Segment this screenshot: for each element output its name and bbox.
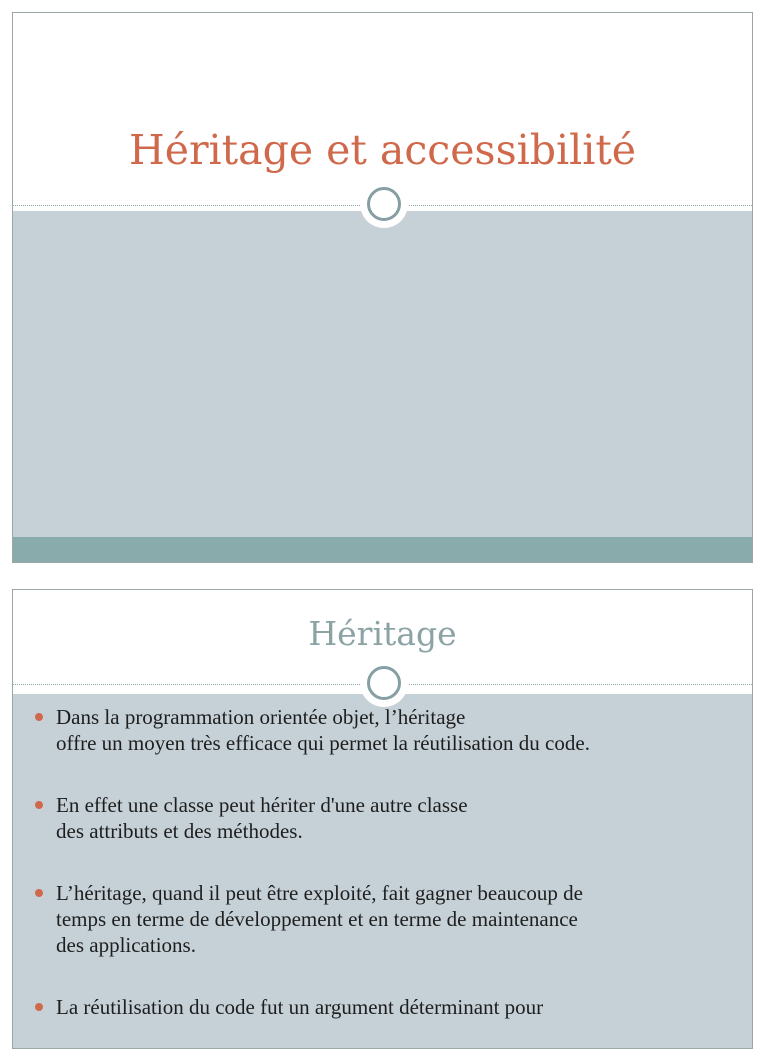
bullet-text-line: Dans la programmation orientée objet, l’héritage	[56, 705, 466, 729]
circle-ring-icon	[360, 180, 408, 228]
bullet-dot-icon	[35, 801, 43, 809]
bullet-dot-icon	[35, 889, 43, 897]
bullet-text-line: temps en terme de développement et en terme de maintenance	[56, 907, 578, 931]
bullet-text-line: des applications.	[56, 933, 196, 957]
bullet-item	[13, 704, 716, 756]
bullet-text-line: L’héritage, quand il peut être exploité, fait gagner beaucoup de	[56, 881, 583, 905]
title-area	[13, 13, 752, 205]
presentation-title: Héritage et accessibilité	[128, 126, 637, 174]
slide-title: Héritage	[308, 614, 457, 653]
bullet-item	[13, 880, 716, 958]
footer-band	[13, 537, 752, 563]
bullet-dot-icon	[35, 713, 43, 721]
bullet-text-line: La réutilisation du code fut un argument déterminant pour	[56, 995, 544, 1019]
bullet-text-line: des attributs et des méthodes.	[56, 819, 303, 843]
content-slide	[12, 589, 753, 1049]
bullet-list	[13, 704, 716, 1049]
bullet-text-line: En effet une classe peut hériter d'une autre classe	[56, 793, 468, 817]
bullet-item	[13, 792, 716, 844]
bullet-item	[13, 994, 716, 1020]
circle-ring-icon	[360, 659, 408, 707]
slide-body	[13, 211, 752, 537]
title-slide	[12, 12, 753, 563]
bullet-text-line: offre un moyen très efficace qui permet la réutilisation du code.	[56, 731, 590, 755]
bullet-dot-icon	[35, 1003, 43, 1011]
